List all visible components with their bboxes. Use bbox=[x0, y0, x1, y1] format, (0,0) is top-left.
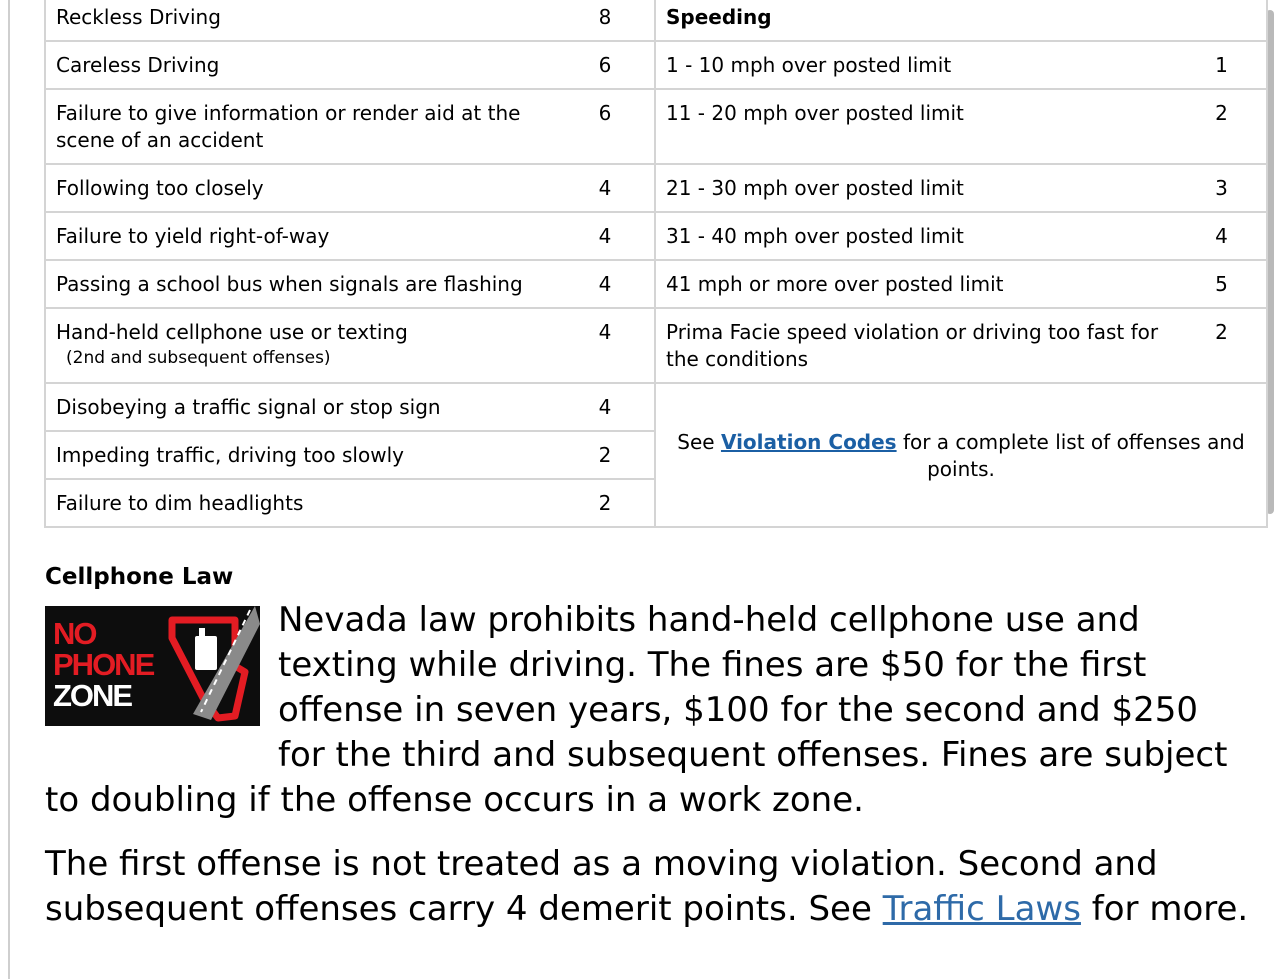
violation-codes-note: See Violation Codes for a complete list of offenses and points. bbox=[655, 383, 1267, 527]
offense-points-cell: 4 bbox=[555, 260, 655, 308]
offense-cell: Disobeying a traffic signal or stop sign bbox=[45, 383, 555, 431]
offense-cell: Following too closely bbox=[45, 164, 555, 212]
table-row bbox=[45, 212, 1267, 260]
offense-cell: Failure to give information or render aid at the scene of an accident bbox=[45, 89, 555, 164]
speed-label-cell: 31 - 40 mph over posted limit bbox=[655, 212, 1176, 260]
speed-points-cell: 4 bbox=[1176, 212, 1267, 260]
logo-text: NO PHONE ZONE bbox=[53, 616, 154, 713]
speed-points-cell: 2 bbox=[1176, 308, 1267, 383]
table-row bbox=[45, 260, 1267, 308]
offense-points-cell: 6 bbox=[555, 41, 655, 89]
offense-cell: Passing a school bus when signals are flashing bbox=[45, 260, 555, 308]
offense-cell: Impeding traffic, driving too slowly bbox=[45, 431, 555, 479]
speed-points-cell: 1 bbox=[1176, 41, 1267, 89]
demerit-points-table bbox=[44, 0, 1268, 528]
offense-cell: Failure to yield right-of-way bbox=[45, 212, 555, 260]
offense-cell: Failure to dim headlights bbox=[45, 479, 555, 527]
speed-points-cell: 3 bbox=[1176, 164, 1267, 212]
speed-points-cell: 5 bbox=[1176, 260, 1267, 308]
offense-points-cell: 4 bbox=[555, 383, 655, 431]
speed-label-cell: Prima Facie speed violation or driving too fast for the conditions bbox=[655, 308, 1176, 383]
table-row bbox=[45, 0, 1267, 41]
table-row bbox=[45, 308, 1267, 383]
table-row bbox=[45, 89, 1267, 164]
offense-note: (2nd and subsequent offenses) bbox=[66, 348, 331, 368]
section-title-cellphone-law: Cellphone Law bbox=[45, 564, 234, 590]
speed-label-cell: 11 - 20 mph over posted limit bbox=[655, 89, 1176, 164]
offense-points-cell: 4 bbox=[555, 212, 655, 260]
offense-cell: Reckless Driving bbox=[45, 0, 555, 41]
violation-codes-link[interactable]: Violation Codes bbox=[720, 429, 897, 454]
speeding-header-cell bbox=[655, 0, 1176, 41]
offense-points-cell: 8 bbox=[555, 0, 655, 41]
cellphone-law-paragraph: Nevada law prohibits hand-held cellphone use and texting while driving. The fines are $50 for the first offense in seven years, $100 for the second and $250 for the third and subsequent offenses. Fines are subject to doubling if the offense occurs in a work zone. bbox=[45, 600, 1228, 820]
offense-points-cell: 4 bbox=[555, 308, 655, 383]
speeding-header: Speeding bbox=[666, 5, 772, 29]
table-row bbox=[45, 383, 1267, 431]
table-row bbox=[45, 164, 1267, 212]
offense-cell: Hand-held cellphone use or texting (2nd and subsequent offenses) bbox=[45, 308, 555, 383]
moving-violation-paragraph: The first offense is not treated as a moving violation. Second and subsequent offenses carry 4 demerit points. See Traffic Laws for more. bbox=[45, 844, 1249, 929]
table-row bbox=[45, 41, 1267, 89]
offense-cell: Careless Driving bbox=[45, 41, 555, 89]
traffic-laws-link[interactable]: Traffic Laws bbox=[882, 889, 1081, 929]
page-left-border bbox=[8, 0, 10, 979]
speed-label-cell: 41 mph or more over posted limit bbox=[655, 260, 1176, 308]
speed-points-cell bbox=[1176, 0, 1267, 41]
offense-points-cell: 2 bbox=[555, 431, 655, 479]
speed-points-cell: 2 bbox=[1176, 89, 1267, 164]
speed-label-cell: 1 - 10 mph over posted limit bbox=[655, 41, 1176, 89]
offense-points-cell: 4 bbox=[555, 164, 655, 212]
speed-label-cell: 21 - 30 mph over posted limit bbox=[655, 164, 1176, 212]
offense-points-cell: 2 bbox=[555, 479, 655, 527]
offense-points-cell: 6 bbox=[555, 89, 655, 164]
